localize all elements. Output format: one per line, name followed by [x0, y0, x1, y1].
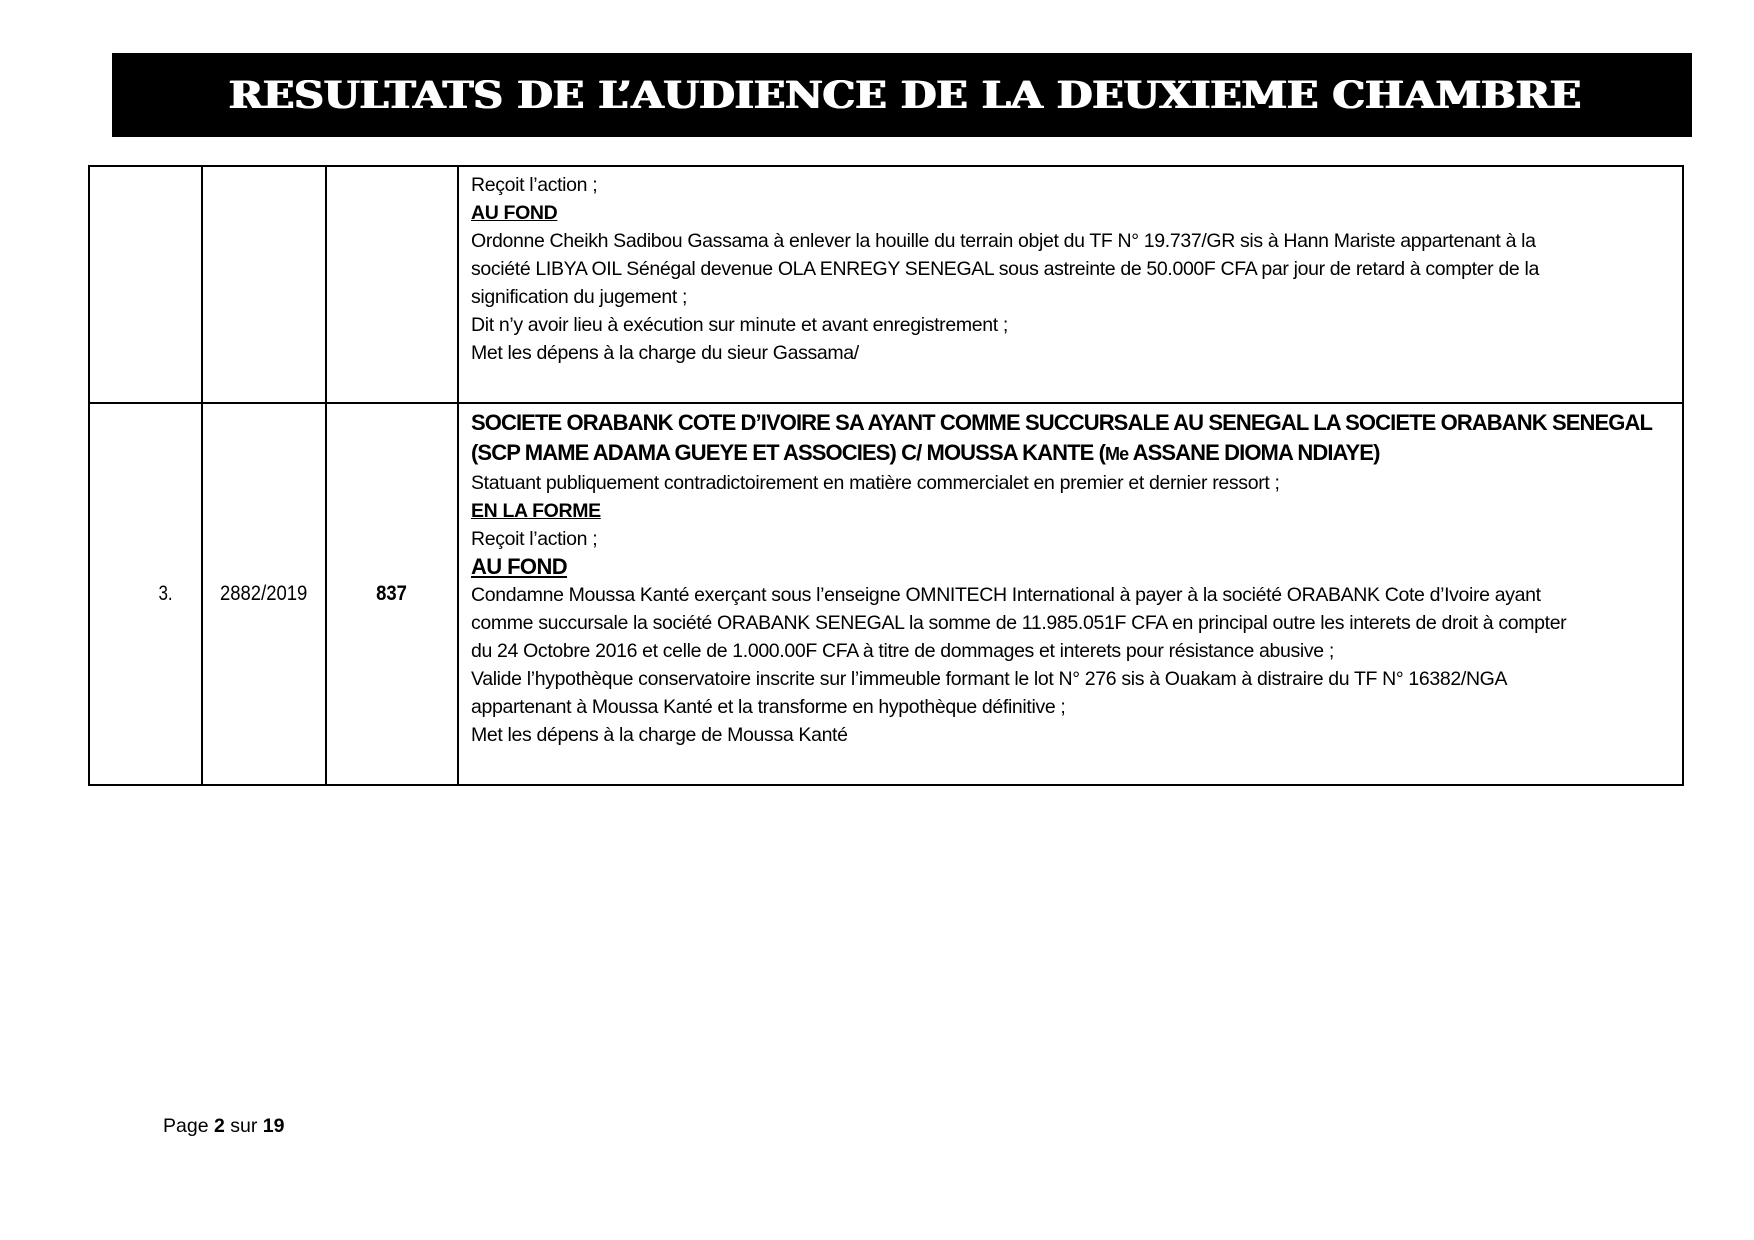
rg-number-cell: [202, 166, 326, 403]
judgment-number-cell: [326, 403, 458, 785]
decision-line: société LIBYA OIL Sénégal devenue OLA ENREGY SENEGAL sous astreinte de 50.000F CFA par jour de retard à compter de la: [471, 258, 1539, 280]
decision-cell: [458, 403, 1683, 785]
section-heading-au-fond: AU FOND: [471, 202, 558, 224]
decision-line: Met les dépens à la charge du sieur Gassama/: [471, 342, 859, 364]
header-banner: [112, 53, 1692, 137]
decision-line: Reçoit l’action ;: [471, 528, 598, 550]
decision-line: Ordonne Cheikh Sadibou Gassama à enlever la houille du terrain objet du TF N° 19.737/GR sis à Hann Mariste appartenant à la: [471, 230, 1536, 252]
case-number-cell: [95, 403, 197, 785]
total-pages: 19: [262, 1115, 285, 1137]
parties-text: (SCP MAME ADAMA GUEYE ET ASSOCIES) C/ MOUSSA KANTE (: [471, 440, 1106, 465]
rg-number-cell: [202, 403, 326, 785]
decision-line: Reçoit l’action ;: [471, 174, 598, 196]
decision-line: comme succursale la société ORABANK SENEGAL la somme de 11.985.051F CFA en principal outre les interets de droit à compter: [471, 612, 1567, 634]
parties-line: SOCIETE ORABANK COTE D’IVOIRE SA AYANT COMME SUCCURSALE AU SENEGAL LA SOCIETE ORABANK SENEGAL: [471, 410, 1653, 435]
current-page: 2: [213, 1115, 225, 1137]
section-heading-en-la-forme: EN LA FORME: [471, 500, 601, 522]
parties-line: [471, 438, 1672, 469]
parties-text: ASSANE DIOMA NDIAYE): [1128, 440, 1380, 465]
results-table: [88, 165, 1684, 786]
decision-line: Dit n’y avoir lieu à exécution sur minute et avant enregistrement ;: [471, 314, 1008, 336]
case-number-cell: [95, 166, 197, 403]
judgment-number: 837: [376, 582, 408, 605]
table-row: [89, 166, 1683, 403]
decision-line: appartenant à Moussa Kanté et la transforme en hypothèque définitive ;: [471, 696, 1066, 718]
decision-line: du 24 Octobre 2016 et celle de 1.000.00F CFA à titre de dommages et interets pour résistance abusive ;: [471, 640, 1334, 662]
page-title: RESULTATS DE L’AUDIENCE DE LA DEUXIEME CHAMBRE: [228, 72, 1582, 118]
counsel-title: Me: [1105, 444, 1129, 464]
page-label: Page: [163, 1115, 209, 1137]
case-number: 3.: [158, 582, 174, 605]
rg-number: 2882/2019: [220, 582, 308, 605]
decision-line: signification du jugement ;: [471, 286, 688, 308]
section-heading-au-fond: AU FOND: [471, 554, 568, 579]
decision-line: Valide l’hypothèque conservatoire inscrite sur l’immeuble formant le lot N° 276 sis à Ouakam à distraire du TF N° 16382/NGA: [471, 668, 1508, 690]
table-row: [89, 403, 1683, 785]
judgment-number-cell: [326, 166, 458, 403]
page-footer: [163, 1115, 284, 1138]
decision-line: Met les dépens à la charge de Moussa Kanté: [471, 724, 848, 746]
decision-line: Statuant publiquement contradictoirement en matière commercialet en premier et dernier ressort ;: [471, 472, 1280, 494]
decision-line: Condamne Moussa Kanté exerçant sous l’enseigne OMNITECH International à payer à la société ORABANK Cote d’Ivoire ayant: [471, 584, 1541, 606]
page-sep: sur: [230, 1115, 258, 1137]
decision-cell: [458, 166, 1683, 403]
